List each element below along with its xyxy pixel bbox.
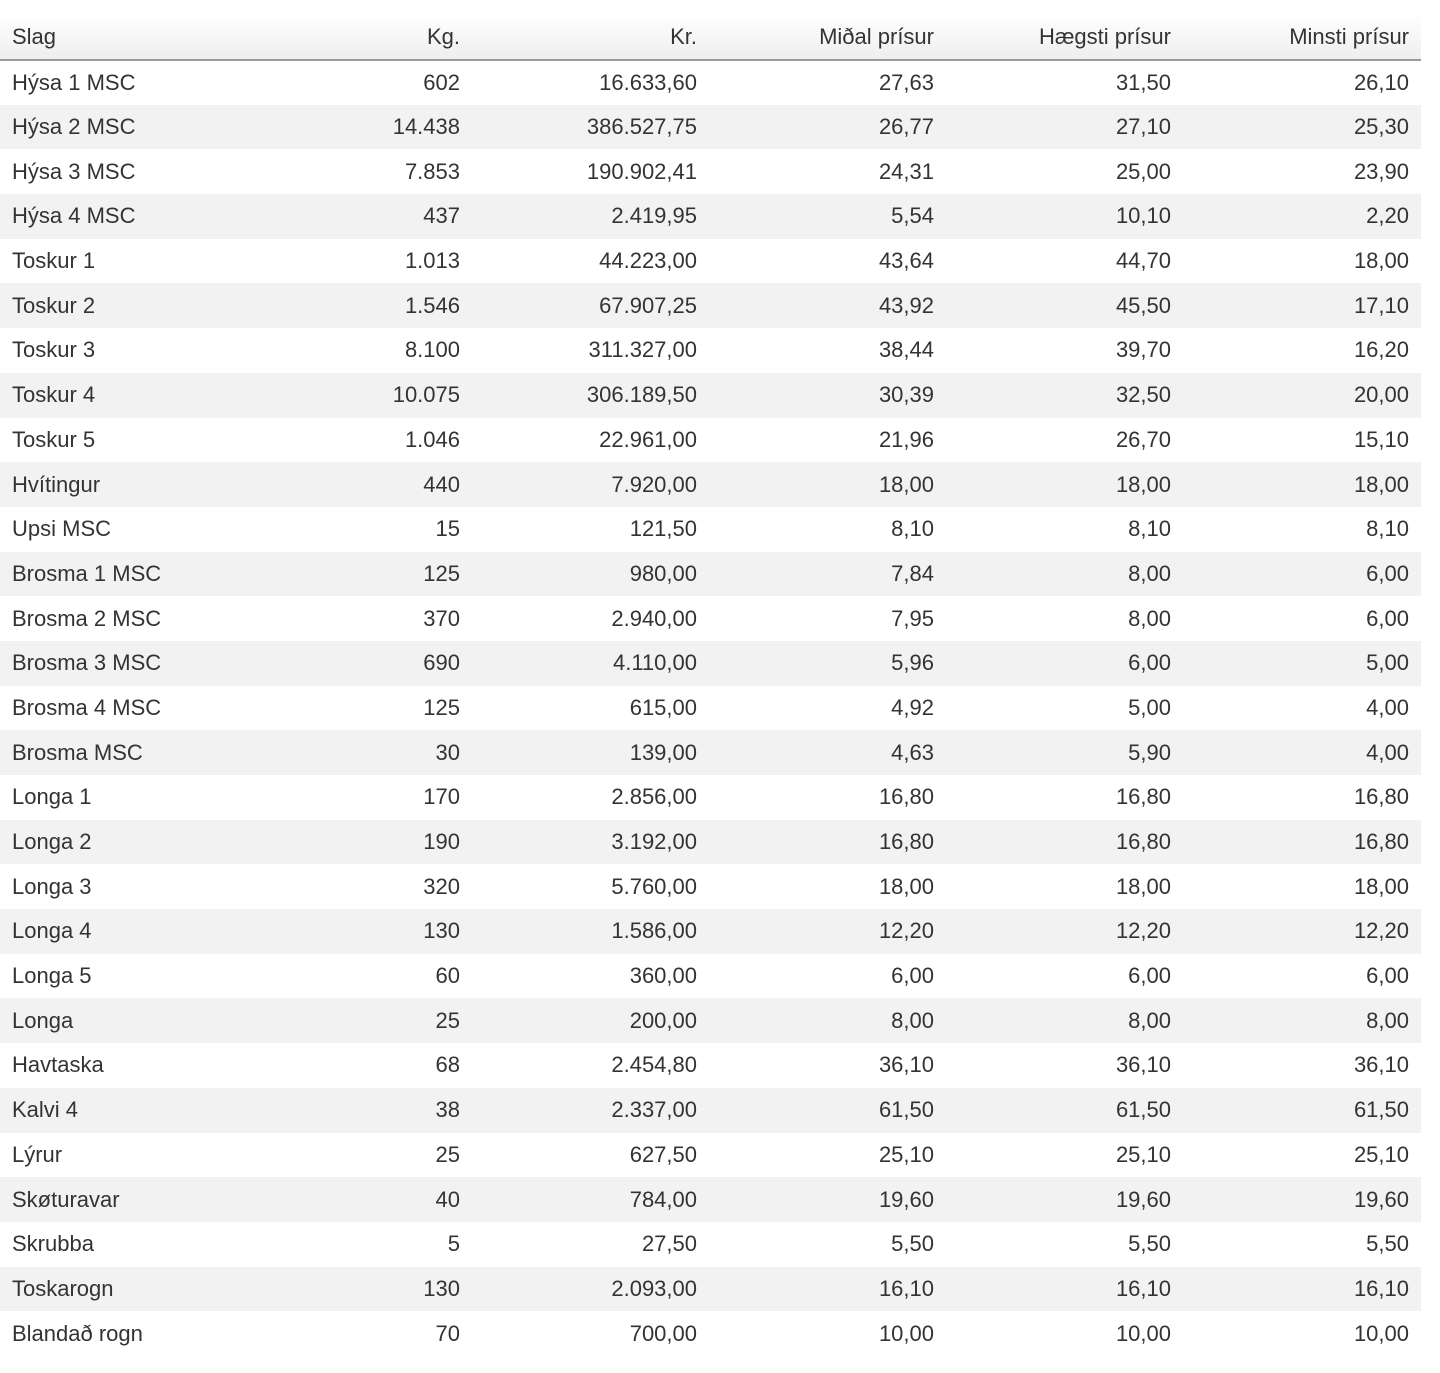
kg-cell: 690: [423, 650, 460, 676]
lowest-price-cell: 16,10: [1353, 1275, 1409, 1301]
average-price-cell: 7,84: [891, 560, 934, 586]
highest-price-cell: 5,00: [1128, 694, 1171, 720]
lowest-price-cell: 2,20: [1366, 203, 1409, 229]
species-cell: Brosma 3 MSC: [12, 650, 162, 676]
table-row: [0, 1267, 1421, 1312]
species-cell: Skrubba: [12, 1231, 94, 1257]
lowest-price-cell: 25,30: [1353, 114, 1409, 140]
lowest-price-cell: 4,00: [1366, 739, 1409, 765]
species-cell: Kalvi 4: [12, 1097, 79, 1123]
kr-cell: 1.586,00: [611, 918, 697, 944]
kr-cell: 139,00: [629, 739, 697, 765]
kg-cell: 5: [447, 1231, 460, 1257]
species-cell: Hýsa 4 MSC: [12, 203, 136, 229]
kr-cell: 7.920,00: [611, 471, 697, 497]
lowest-price-cell: 25,10: [1353, 1141, 1409, 1167]
species-cell: Longa 1: [12, 784, 92, 810]
average-price-cell: 16,80: [878, 829, 934, 855]
kr-cell: 615,00: [629, 694, 697, 720]
lowest-price-cell: 12,20: [1353, 918, 1409, 944]
kg-cell: 320: [423, 873, 460, 899]
price-table: [0, 14, 1421, 1356]
lowest-price-cell: 19,60: [1353, 1186, 1409, 1212]
highest-price-cell: 16,10: [1115, 1275, 1171, 1301]
highest-price-cell: 10,10: [1115, 203, 1171, 229]
table-row: [0, 507, 1421, 552]
table-row: [0, 239, 1421, 284]
average-price-cell: 5,96: [891, 650, 934, 676]
species-cell: Havtaska: [12, 1052, 104, 1078]
lowest-price-cell: 26,10: [1353, 69, 1409, 95]
species-cell: Skøturavar: [12, 1186, 120, 1212]
kg-cell: 130: [423, 918, 460, 944]
average-price-cell: 4,63: [891, 739, 934, 765]
kg-cell: 25: [435, 1007, 460, 1033]
average-price-cell: 16,80: [878, 784, 934, 810]
kr-cell: 3.192,00: [611, 829, 697, 855]
kr-cell: 627,50: [629, 1141, 697, 1167]
species-cell: Brosma 2 MSC: [12, 605, 162, 631]
average-price-cell: 21,96: [878, 426, 934, 452]
highest-price-cell: 10,00: [1115, 1320, 1171, 1346]
lowest-price-cell: 16,80: [1353, 784, 1409, 810]
table-row: [0, 1222, 1421, 1267]
species-cell: Upsi MSC: [12, 516, 112, 542]
average-price-cell: 6,00: [891, 963, 934, 989]
kr-cell: 360,00: [629, 963, 697, 989]
species-cell: Toskur 5: [12, 426, 96, 452]
lowest-price-cell: 6,00: [1366, 560, 1409, 586]
price-table-container: [0, 14, 1421, 1356]
table-row: [0, 328, 1421, 373]
species-cell: Hýsa 3 MSC: [12, 158, 136, 184]
kr-cell: 4.110,00: [612, 650, 697, 676]
kg-cell: 15: [435, 516, 460, 542]
lowest-price-cell: 61,50: [1353, 1097, 1409, 1123]
lowest-price-cell: 36,10: [1353, 1052, 1409, 1078]
lowest-price-cell: 18,00: [1353, 248, 1409, 274]
lowest-price-cell: 8,10: [1366, 516, 1409, 542]
kg-cell: 70: [435, 1320, 460, 1346]
highest-price-cell: 8,00: [1128, 605, 1171, 631]
lowest-price-cell: 4,00: [1366, 694, 1409, 720]
lowest-price-cell: 5,00: [1366, 650, 1409, 676]
kg-cell: 1.046: [404, 426, 460, 452]
kr-cell: 67.907,25: [599, 292, 697, 318]
average-price-cell: 16,10: [878, 1275, 934, 1301]
average-price-cell: 7,95: [891, 605, 934, 631]
highest-price-cell: 16,80: [1115, 829, 1171, 855]
average-price-cell: 38,44: [878, 337, 934, 363]
highest-price-cell: 8,00: [1128, 1007, 1171, 1033]
average-price-cell: 8,10: [891, 516, 934, 542]
kr-cell: 2.454,80: [611, 1052, 697, 1078]
kg-cell: 60: [435, 963, 460, 989]
table-row: [0, 641, 1421, 686]
kg-cell: 125: [423, 560, 460, 586]
kg-cell: 437: [423, 203, 460, 229]
average-price-cell: 12,20: [878, 918, 934, 944]
lowest-price-cell: 6,00: [1366, 605, 1409, 631]
highest-price-cell: 18,00: [1115, 471, 1171, 497]
highest-price-cell: 44,70: [1115, 248, 1171, 274]
kr-cell: 2.940,00: [611, 605, 697, 631]
table-row: [0, 954, 1421, 999]
kg-cell: 14.438: [392, 114, 460, 140]
table-row: [0, 820, 1421, 865]
highest-price-cell: 18,00: [1115, 873, 1171, 899]
species-cell: Longa 2: [12, 829, 92, 855]
lowest-price-cell: 8,00: [1366, 1007, 1409, 1033]
highest-price-cell: 6,00: [1128, 963, 1171, 989]
kr-cell: 200,00: [629, 1007, 697, 1033]
table-row: [0, 909, 1421, 954]
species-cell: Lýrur: [12, 1141, 63, 1167]
table-row: [0, 596, 1421, 641]
average-price-cell: 27,63: [878, 69, 934, 95]
species-cell: Toskarogn: [12, 1275, 114, 1301]
species-cell: Hýsa 1 MSC: [12, 69, 136, 95]
species-cell: Toskur 3: [12, 337, 96, 363]
lowest-price-cell: 5,50: [1366, 1231, 1409, 1257]
column-header-average-price[interactable]: Miðal prísur: [709, 14, 946, 60]
average-price-cell: 18,00: [878, 873, 934, 899]
species-cell: Hýsa 2 MSC: [12, 114, 136, 140]
kr-cell: 16.633,60: [599, 69, 697, 95]
kg-cell: 7.853: [404, 158, 460, 184]
kg-cell: 190: [423, 829, 460, 855]
average-price-cell: 5,50: [891, 1231, 934, 1257]
kg-cell: 38: [435, 1097, 460, 1123]
average-price-cell: 43,64: [878, 248, 934, 274]
species-cell: Longa: [12, 1007, 74, 1033]
kr-cell: 2.856,00: [611, 784, 697, 810]
lowest-price-cell: 16,20: [1353, 337, 1409, 363]
table-row: [0, 1043, 1421, 1088]
table-row: [0, 686, 1421, 731]
highest-price-cell: 6,00: [1128, 650, 1171, 676]
highest-price-cell: 61,50: [1115, 1097, 1171, 1123]
kr-cell: 27,50: [641, 1231, 697, 1257]
kg-cell: 440: [423, 471, 460, 497]
table-header: [0, 14, 1421, 60]
highest-price-cell: 8,00: [1128, 560, 1171, 586]
species-cell: Longa 3: [12, 873, 92, 899]
highest-price-cell: 12,20: [1115, 918, 1171, 944]
species-cell: Blandað rogn: [12, 1320, 143, 1346]
average-price-cell: 36,10: [878, 1052, 934, 1078]
lowest-price-cell: 16,80: [1353, 829, 1409, 855]
species-cell: Longa 4: [12, 918, 92, 944]
table-row: [0, 864, 1421, 909]
lowest-price-cell: 18,00: [1353, 471, 1409, 497]
highest-price-cell: 5,90: [1128, 739, 1171, 765]
lowest-price-cell: 23,90: [1353, 158, 1409, 184]
average-price-cell: 43,92: [878, 292, 934, 318]
column-header-lowest-price[interactable]: Minsti prísur: [1183, 14, 1421, 60]
average-price-cell: 10,00: [878, 1320, 934, 1346]
lowest-price-cell: 10,00: [1353, 1320, 1409, 1346]
kr-cell: 2.093,00: [611, 1275, 697, 1301]
kr-cell: 44.223,00: [599, 248, 697, 274]
table-row: [0, 462, 1421, 507]
kr-cell: 190.902,41: [586, 158, 697, 184]
species-cell: Longa 5: [12, 963, 92, 989]
kr-cell: 5.760,00: [611, 873, 697, 899]
table-row: [0, 1133, 1421, 1178]
table-row: [0, 1088, 1421, 1133]
average-price-cell: 25,10: [878, 1141, 934, 1167]
average-price-cell: 4,92: [891, 694, 934, 720]
kg-cell: 8.100: [404, 337, 460, 363]
kg-cell: 1.546: [404, 292, 460, 318]
highest-price-cell: 8,10: [1128, 516, 1171, 542]
lowest-price-cell: 18,00: [1353, 873, 1409, 899]
highest-price-cell: 45,50: [1115, 292, 1171, 318]
highest-price-cell: 25,00: [1115, 158, 1171, 184]
kg-cell: 68: [435, 1052, 460, 1078]
kg-cell: 10.075: [392, 382, 460, 408]
table-row: [0, 105, 1421, 150]
kg-cell: 30: [435, 739, 460, 765]
kr-cell: 22.961,00: [599, 426, 697, 452]
table-body: [0, 60, 1421, 1356]
lowest-price-cell: 17,10: [1353, 292, 1409, 318]
species-cell: Brosma MSC: [12, 739, 143, 765]
kg-cell: 130: [423, 1275, 460, 1301]
highest-price-cell: 16,80: [1115, 784, 1171, 810]
column-header-kg[interactable]: Kg.: [236, 14, 472, 60]
kr-cell: 2.337,00: [611, 1097, 697, 1123]
table-row: [0, 149, 1421, 194]
kr-cell: 980,00: [629, 560, 697, 586]
column-header-highest-price[interactable]: Hægsti prísur: [946, 14, 1183, 60]
average-price-cell: 5,54: [891, 203, 934, 229]
highest-price-cell: 36,10: [1115, 1052, 1171, 1078]
kg-cell: 25: [435, 1141, 460, 1167]
kg-cell: 125: [423, 694, 460, 720]
kr-cell: 2.419,95: [611, 203, 697, 229]
highest-price-cell: 26,70: [1115, 426, 1171, 452]
table-row: [0, 775, 1421, 820]
average-price-cell: 19,60: [878, 1186, 934, 1212]
species-cell: Brosma 4 MSC: [12, 694, 162, 720]
header-row: [0, 14, 1421, 60]
kr-cell: 306.189,50: [586, 382, 697, 408]
kr-cell: 386.527,75: [586, 114, 697, 140]
table-row: [0, 552, 1421, 597]
average-price-cell: 61,50: [878, 1097, 934, 1123]
species-cell: Toskur 1: [12, 248, 96, 274]
average-price-cell: 30,39: [878, 382, 934, 408]
average-price-cell: 26,77: [878, 114, 934, 140]
species-cell: Brosma 1 MSC: [12, 560, 162, 586]
kg-cell: 602: [423, 69, 460, 95]
highest-price-cell: 25,10: [1115, 1141, 1171, 1167]
table-row: [0, 998, 1421, 1043]
average-price-cell: 18,00: [878, 471, 934, 497]
kr-cell: 784,00: [629, 1186, 697, 1212]
average-price-cell: 24,31: [878, 158, 934, 184]
column-header-slag[interactable]: Slag: [0, 14, 236, 60]
column-header-kr[interactable]: Kr.: [472, 14, 709, 60]
kr-cell: 121,50: [629, 516, 697, 542]
kr-cell: 700,00: [629, 1320, 697, 1346]
highest-price-cell: 39,70: [1115, 337, 1171, 363]
kg-cell: 370: [423, 605, 460, 631]
species-cell: Toskur 2: [12, 292, 96, 318]
highest-price-cell: 19,60: [1115, 1186, 1171, 1212]
lowest-price-cell: 20,00: [1353, 382, 1409, 408]
table-row: [0, 373, 1421, 418]
table-row: [0, 283, 1421, 328]
highest-price-cell: 32,50: [1115, 382, 1171, 408]
species-cell: Hvítingur: [12, 471, 101, 497]
kg-cell: 1.013: [404, 248, 460, 274]
table-row: [0, 1311, 1421, 1356]
species-cell: Toskur 4: [12, 382, 96, 408]
highest-price-cell: 5,50: [1128, 1231, 1171, 1257]
average-price-cell: 8,00: [891, 1007, 934, 1033]
lowest-price-cell: 6,00: [1366, 963, 1409, 989]
kg-cell: 170: [423, 784, 460, 810]
kg-cell: 40: [435, 1186, 460, 1212]
table-row: [0, 1177, 1421, 1222]
table-row: [0, 730, 1421, 775]
highest-price-cell: 27,10: [1115, 114, 1171, 140]
kr-cell: 311.327,00: [588, 337, 697, 363]
table-row: [0, 418, 1421, 463]
highest-price-cell: 31,50: [1115, 69, 1171, 95]
table-row: [0, 194, 1421, 239]
table-row: [0, 60, 1421, 105]
lowest-price-cell: 15,10: [1353, 426, 1409, 452]
